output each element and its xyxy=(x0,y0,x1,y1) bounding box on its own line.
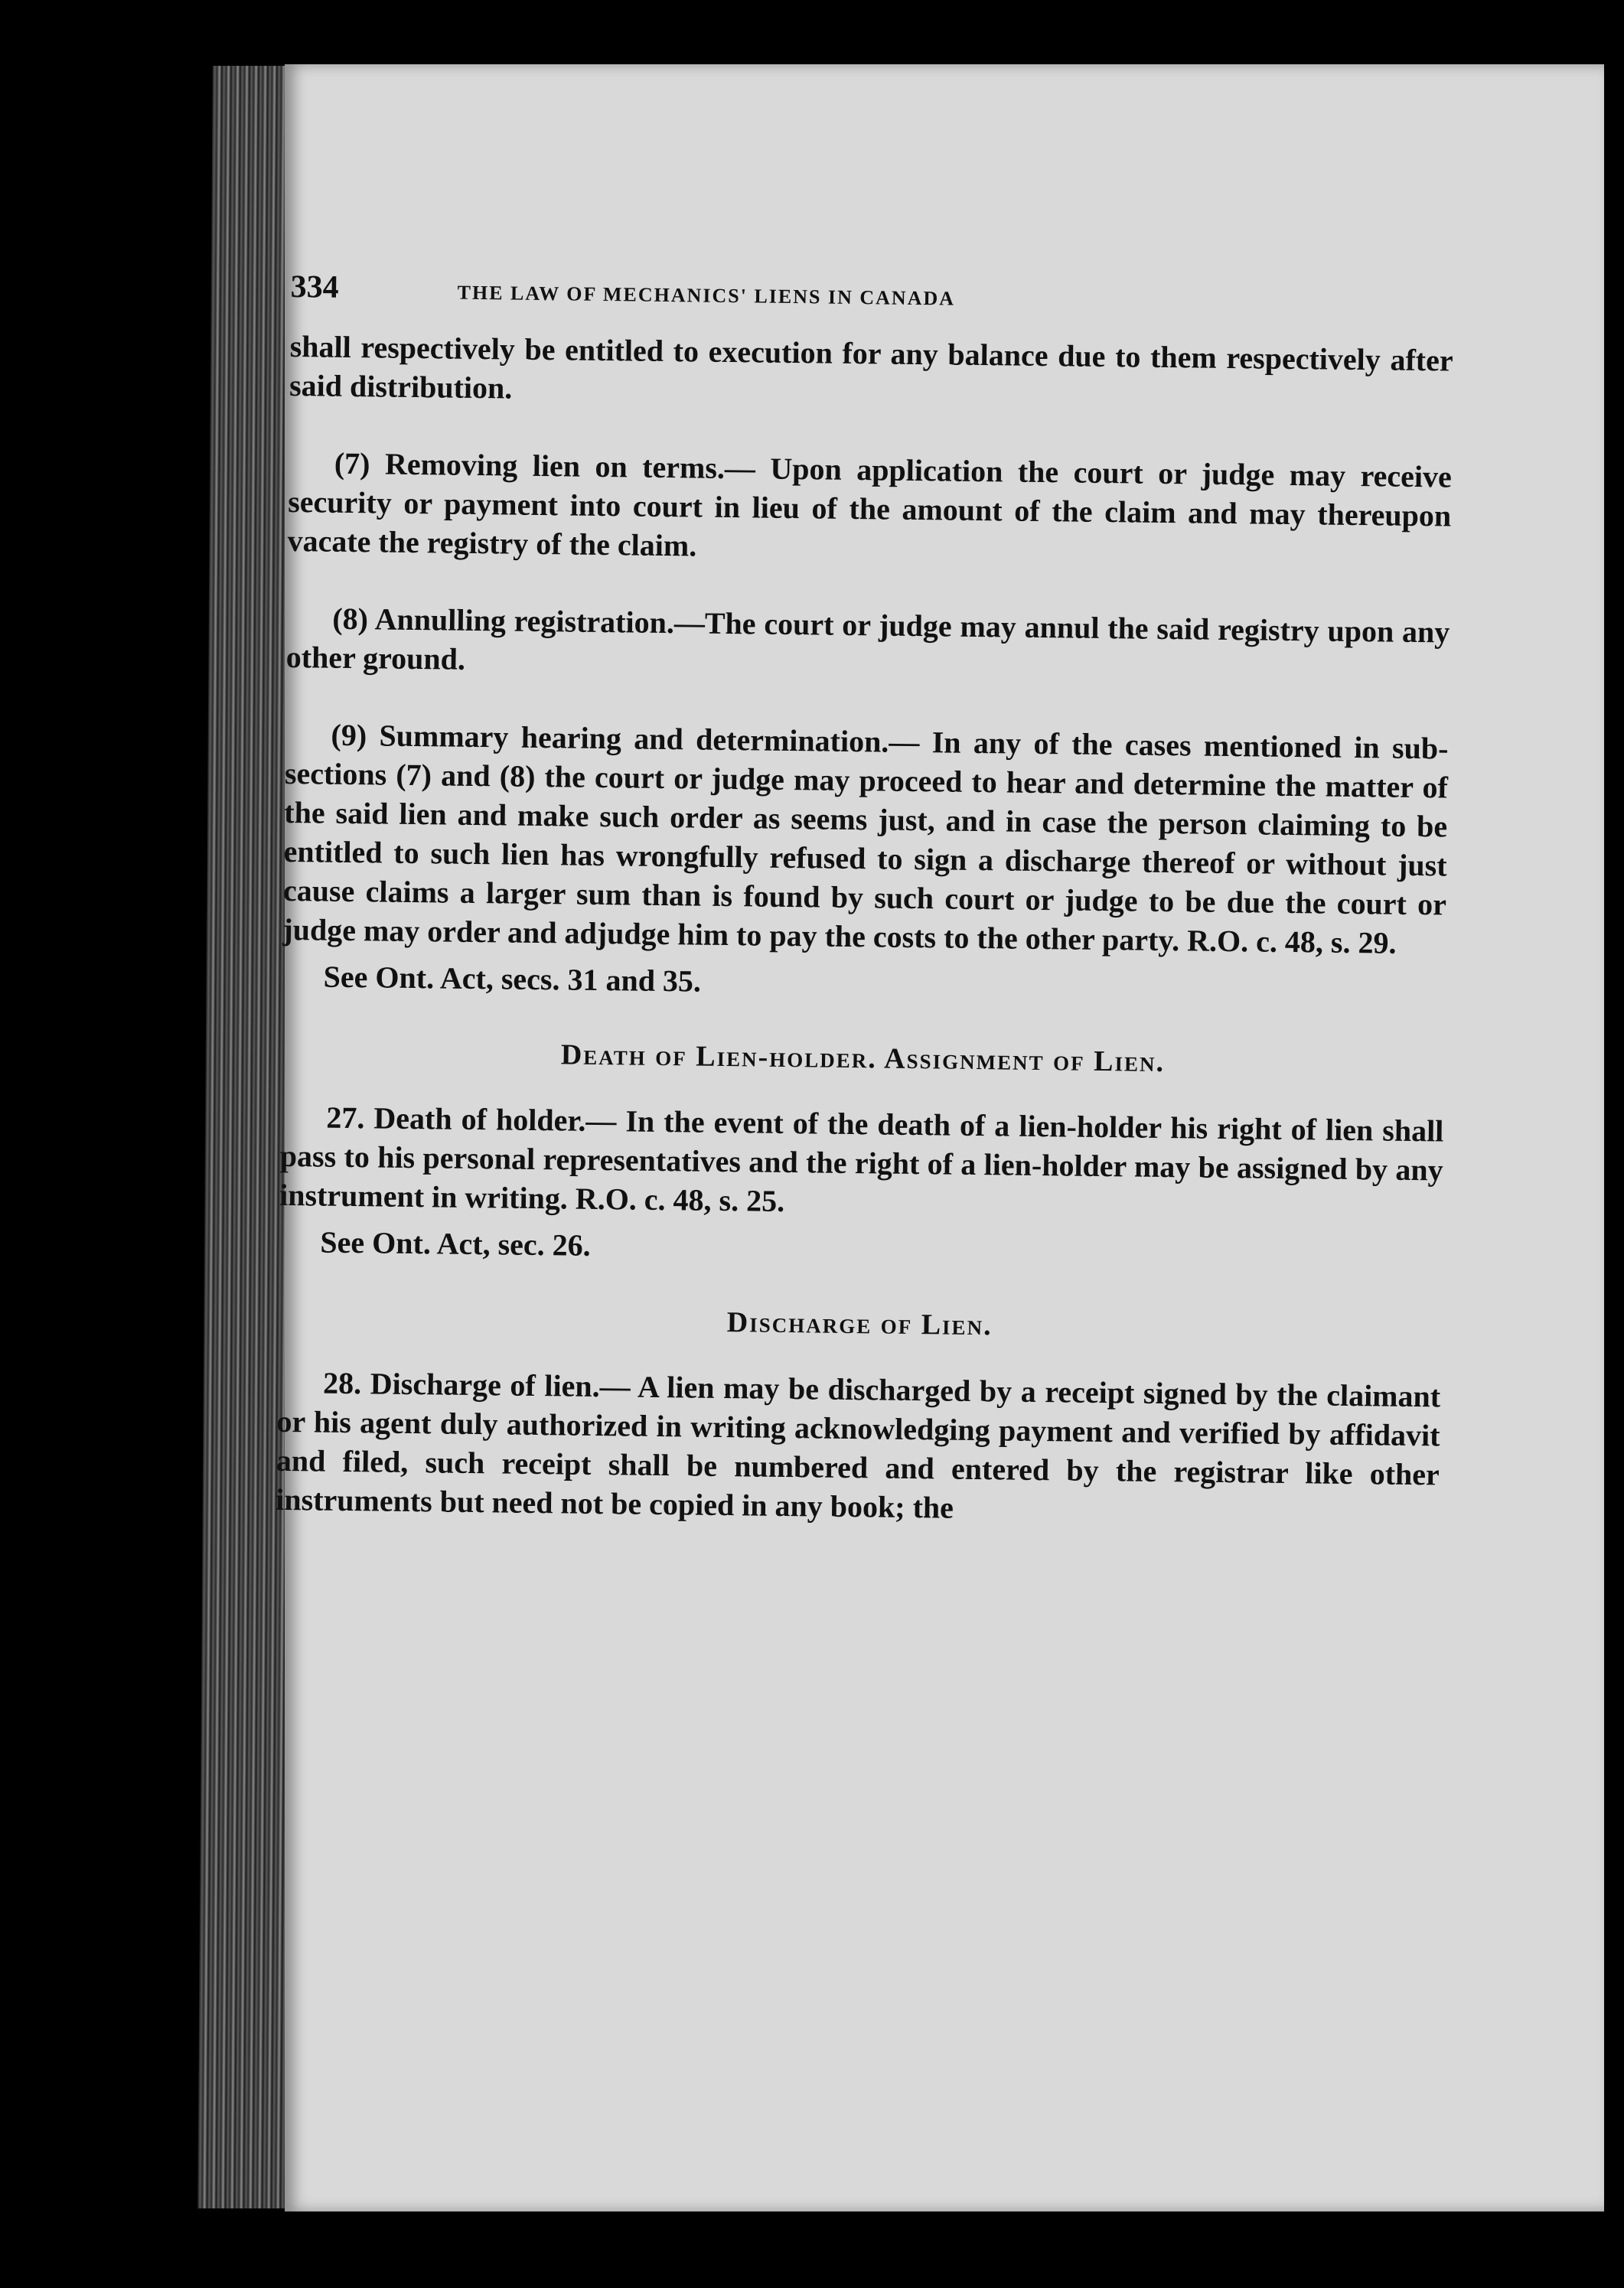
section-27-heading: 27. Death of holder. xyxy=(326,1100,586,1138)
subsection-8-text: —The court or judge may annul the said registry upon any other ground. xyxy=(285,605,1450,676)
running-title: THE LAW OF MECHANICS' LIENS IN CANADA xyxy=(457,281,956,310)
section-27-text: — In the event of the death of a lien-holder his right of lien shall pass to his personal representatives and the right of a lien-holder may be assigned by any instrument in writing. R.O. c. 48, s. 25. xyxy=(279,1103,1444,1218)
section-27 xyxy=(279,1097,1444,1229)
page-content xyxy=(276,268,1454,1533)
section-heading-death-of-lien-holder: Death of Lien-holder. Assignment of Lien. xyxy=(560,1038,1166,1079)
subsection-8-heading: (8) Annulling registration. xyxy=(332,601,675,640)
subsection-9-text: — In any of the cases mentioned in sub-sections (7) and (8) the court or judge may proceed to hear and determine the matter of the said lien and make such order as seems just, and in case the person claiming to be entitled to such lien has wrongfully refused to sign a discharge thereof or without just cause claims a larger sum than is found by such court or judge to be due the court or judge may order and adjudge him to pay the costs to the other party. R.O. c. 48, s. 29. xyxy=(282,724,1449,960)
subsection-8 xyxy=(285,598,1450,691)
paragraph-continuation: shall respectively be entitled to execution for any balance due to them respectively after said distribution. xyxy=(289,328,1453,406)
subsection-7-heading: (7) Removing lien on terms. xyxy=(334,445,726,485)
section-heading-discharge-of-lien: Discharge of Lien. xyxy=(726,1306,993,1342)
section-28 xyxy=(276,1363,1440,1533)
section-28-heading: 28. Discharge of lien. xyxy=(322,1365,600,1404)
page-number: 334 xyxy=(290,269,339,305)
subsection-9-heading: (9) Summary hearing and determination. xyxy=(331,717,889,759)
subsection-9 xyxy=(282,715,1449,963)
section-28-text: — A lien may be discharged by a receipt signed by the claimant or his agent duly authorized in writing acknowledging payment and verified by affidavit and filed, such receipt shall be numbered and entered by the registrar like other instruments but need not be copied in any book; the xyxy=(276,1369,1441,1525)
cross-reference-1: See Ont. Act, secs. 31 and 35. xyxy=(323,959,702,999)
subsection-7-text: — Upon application the court or judge may receive security or payment into court in lieu of the amount of the claim and may thereupon vacate the registry of the claim. xyxy=(287,450,1453,563)
cross-reference-2: See Ont. Act, sec. 26. xyxy=(320,1224,591,1263)
subsection-7 xyxy=(287,443,1452,575)
